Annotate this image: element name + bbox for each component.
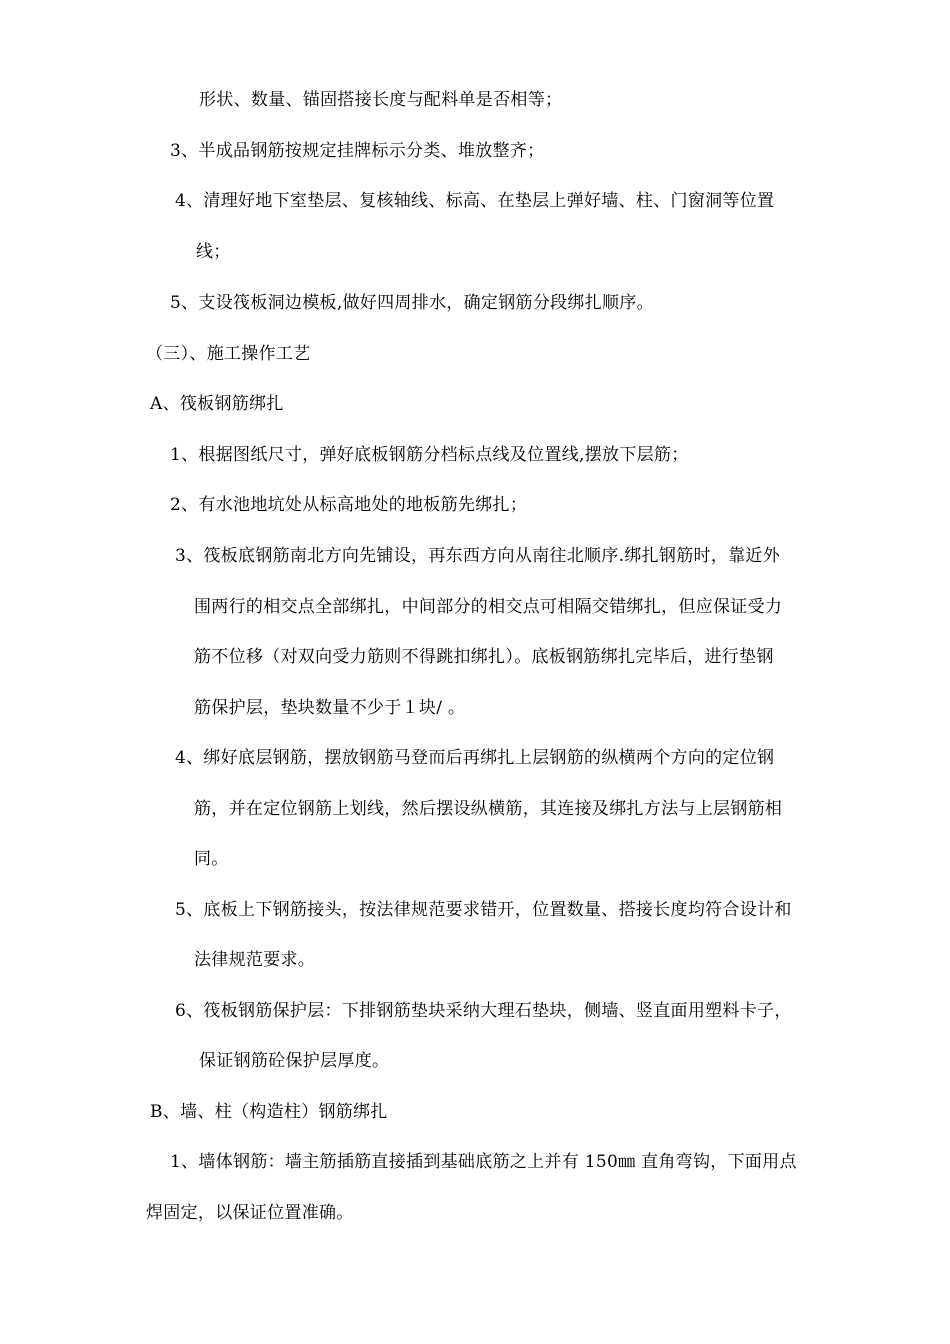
text-line-2: 3、半成品钢筋按规定挂牌标示分类、堆放整齐；	[170, 141, 545, 161]
text-line-9: 2、有水池地坑处从标高地处的地板筋先绑扎；	[170, 495, 528, 515]
text-line-14: 4、绑好底层钢筋，摆放钢筋马登而后再绑扎上层钢筋的纵横两个方向的定位钢	[175, 748, 775, 768]
text-line-10: 3、筏板底钢筋南北方向先铺设，再东西方向从南往北顺序.绑扎钢筋时，靠近外	[175, 546, 781, 566]
text-line-8: 1、根据图纸尺寸，弹好底板钢筋分档标点线及位置线,摆放下层筋；	[170, 445, 689, 465]
text-line-17: 5、底板上下钢筋接头，按法律规范要求错开，位置数量、搭接长度均符合设计和	[175, 900, 792, 920]
text-line-3: 4、清理好地下室垫层、复核轴线、标高、在垫层上弹好墙、柱、门窗洞等位置	[175, 191, 775, 211]
text-line-20: 保证钢筋砼保护层厚度。	[199, 1051, 390, 1071]
text-line-15: 筋，并在定位钢筋上划线，然后摆设纵横筋，其连接及绑扎方法与上层钢筋相	[194, 799, 783, 819]
text-line-12: 筋不位移（对双向受力筋则不得跳扣绑扎）。底板钢筋绑扎完毕后，进行垫钢	[194, 647, 774, 667]
text-line-22: 1、墙体钢筋：墙主筋插筋直接插到基础底筋之上并有 150㎜ 直角弯钩，下面用点	[170, 1152, 797, 1172]
text-line-16: 同。	[194, 849, 229, 869]
text-line-11: 围两行的相交点全部绑扎，中间部分的相交点可相隔交错绑扎，但应保证受力	[194, 597, 783, 617]
subheading-a: A、筏板钢筋绑扎	[150, 394, 284, 414]
text-line-13: 筋保护层，垫块数量不少于１块/ 。	[194, 698, 466, 718]
text-line-19: 6、筏板钢筋保护层：下排钢筋垫块采纳大理石垫块，侧墙、竖直面用塑料卡子，	[175, 1001, 792, 1021]
subheading-b: B、墙、柱（构造柱）钢筋绑扎	[150, 1102, 388, 1122]
text-line-4: 线；	[196, 242, 231, 262]
text-line-23: 焊固定，以保证位置准确。	[146, 1203, 354, 1223]
text-line-18: 法律规范要求。	[194, 950, 316, 970]
text-line-1: 形状、数量、锚固搭接长度与配料单是否相等；	[199, 90, 563, 110]
section-heading-3: （三）、施工操作工艺	[146, 344, 311, 364]
text-line-5: 5、支设筏板洞边模板,做好四周排水，确定钢筋分段绑扎顺序。	[170, 293, 654, 313]
